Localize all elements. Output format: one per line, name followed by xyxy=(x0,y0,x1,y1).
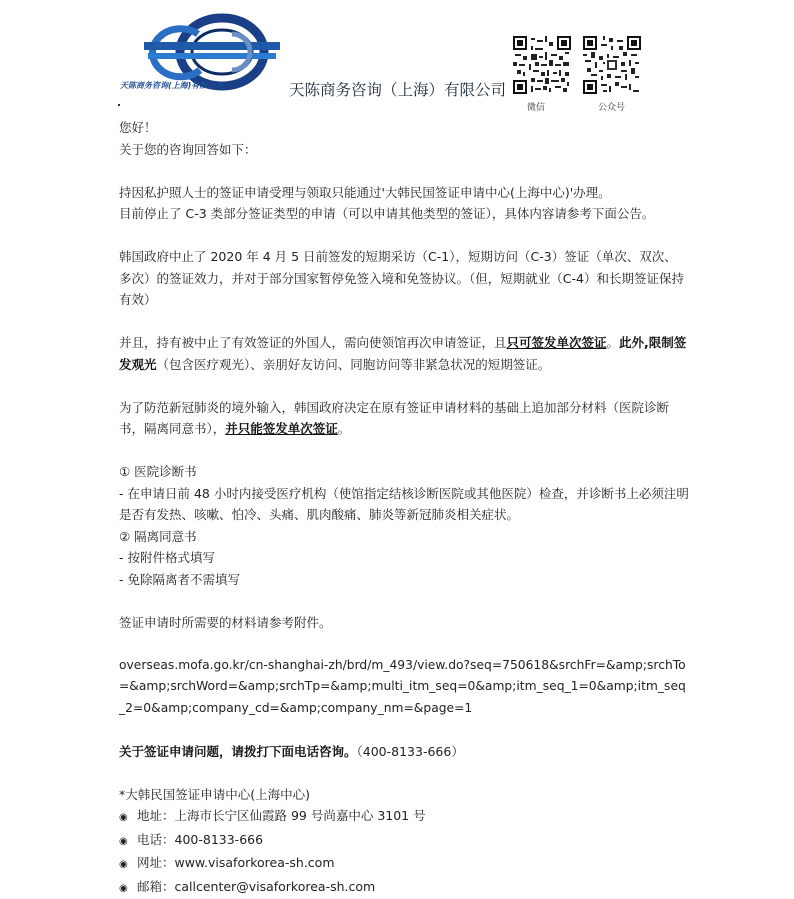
paragraph-3-bold-besides: 此外, xyxy=(619,335,649,350)
visa-center-phone: 电话：400-8133-666 xyxy=(137,832,263,847)
visa-center-info-list xyxy=(119,805,689,899)
single-entry-visa-highlight: 只可签发单次签证 xyxy=(507,335,607,350)
visa-center-email-link[interactable]: 邮箱：callcenter@visaforkorea-sh.com xyxy=(137,879,375,894)
decorative-dot xyxy=(118,104,120,106)
requirement-1-title: ① 医院诊断书 xyxy=(119,461,689,483)
requirement-1-detail: - 在申请日前 48 小时内接受医疗机构（使馆指定结核诊断医院或其他医院）检查，并诊断书上必须注明是否有发热、咳嗽、怕冷、头痛、肌肉酸痛、肺炎等新冠肺炎相关症状。 xyxy=(119,483,689,526)
letterhead xyxy=(0,0,794,115)
requirement-2-title: ② 隔离同意书 xyxy=(119,526,689,548)
paragraph-1-line-1: 持因私护照人士的签证申请受理与领取只能通过'大韩民国签证申请中心(上海中心)'办理。 xyxy=(119,182,689,204)
letter-body xyxy=(119,117,689,899)
wechat-qr-code xyxy=(513,36,571,94)
wechat-qr-label: 微信 xyxy=(527,100,545,113)
phone-note-number: （400-8133-666） xyxy=(357,744,464,759)
paragraph-1-line-2: 目前停止了 C-3 类部分签证类型的申请（可以申请其他类型的签证），具体内容请参考下面公告。 xyxy=(119,203,689,225)
paragraph-3-sep: 。 xyxy=(607,335,620,350)
bullet-icon: ◉ xyxy=(119,854,137,876)
bullet-icon: ◉ xyxy=(119,878,137,899)
list-item xyxy=(119,876,689,899)
paragraph-3-text-1: 并且，持有被中止了有效签证的外国人，需向使领馆再次申请签证，且 xyxy=(119,335,507,350)
list-item xyxy=(119,805,689,829)
attachment-note: 签证申请时所需要的材料请参考附件。 xyxy=(119,612,689,634)
paragraph-3-text-2: （包含医疗观光）、亲朋好友访问、同胞访问等非紧急状况的短期签证。 xyxy=(157,357,551,372)
requirement-2-detail-2: - 免除隔离者不需填写 xyxy=(119,569,689,591)
list-item xyxy=(119,829,689,853)
official-account-qr-label: 公众号 xyxy=(598,100,625,113)
phone-note-bold: 关于签证申请问题，请拨打下面电话咨询。 xyxy=(119,744,357,759)
official-account-qr-code xyxy=(583,36,641,94)
paragraph-4-end: 。 xyxy=(338,421,351,436)
list-item xyxy=(119,852,689,876)
single-entry-only-highlight: 并只能签发单次签证 xyxy=(225,421,338,436)
paragraph-2: 韩国政府中止了 2020 年 4 月 5 日前签发的短期采访（C-1），短期访问（C-3）签证（单次、双次、多次）的签证效力，并对于部分国家暂停免签入境和免签协议。（但，短期就业（C-4）和长期签证保持有效） xyxy=(119,246,689,311)
visa-center-address: 地址：上海市长宁区仙霞路 99 号尚嘉中心 3101 号 xyxy=(137,808,426,823)
company-name: 天陈商务咨询（上海）有限公司 xyxy=(289,78,506,100)
bullet-icon: ◉ xyxy=(119,831,137,853)
visa-center-website-link[interactable]: 网址：www.visaforkorea-sh.com xyxy=(137,855,335,870)
paragraph-3 xyxy=(119,332,689,375)
phone-note xyxy=(119,741,689,763)
greeting: 您好！ xyxy=(119,117,689,139)
notice-url-link[interactable]: overseas.mofa.go.kr/cn-shanghai-zh/brd/m_493/view.do?seq=750618&srchFr=&amp;srchTo=&amp;srchWord=&amp;srchTp=&amp;multi_itm_seq=0&amp;itm_seq_1=0&amp;itm_seq_2=0&amp;company_cd=&amp;company_nm=&page=1 xyxy=(119,655,689,720)
paragraph-4-text: 为了防范新冠肺炎的境外输入，韩国政府决定在原有签证申请材料的基础上追加部分材料（医院诊断书，隔离同意书）， xyxy=(119,400,669,437)
logo-caption: 天陈商务咨询(上海)有限公司 xyxy=(120,80,223,91)
tourism-restriction-highlight: 限制签发观光 xyxy=(119,335,686,372)
bullet-icon: ◉ xyxy=(119,807,137,829)
visa-center-title: *大韩民国签证申请中心(上海中心) xyxy=(119,784,689,806)
paragraph-4 xyxy=(119,397,689,440)
requirement-2-detail-1: - 按附件格式填写 xyxy=(119,547,689,569)
intro-line: 关于您的咨询回答如下： xyxy=(119,139,689,161)
